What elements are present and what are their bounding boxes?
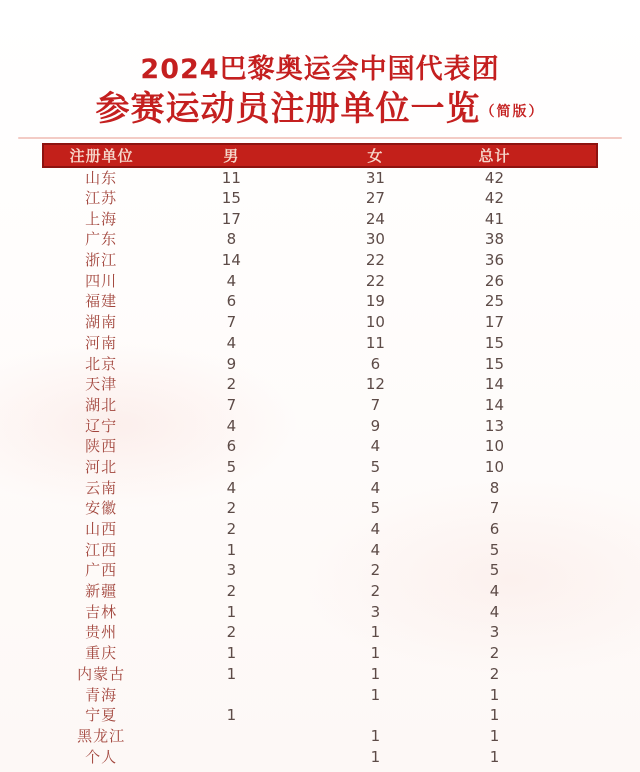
cell-spacer	[542, 395, 597, 416]
cell-spacer	[542, 623, 597, 644]
cell-spacer	[542, 167, 597, 188]
table-row	[43, 540, 597, 561]
cell-male: 4	[226, 416, 237, 435]
cell-spacer	[542, 230, 597, 251]
cell-unit: 河南	[85, 333, 118, 352]
cell-female: 5	[370, 499, 381, 518]
cell-female: 2	[370, 561, 381, 580]
cell-spacer	[542, 209, 597, 230]
cell-total: 41	[484, 209, 505, 228]
cell-unit: 福建	[85, 292, 118, 311]
cell-unit: 吉林	[85, 602, 118, 621]
cell-male: 7	[226, 313, 237, 332]
table-row	[43, 271, 597, 292]
cell-male: 2	[226, 623, 237, 642]
cell-spacer	[542, 478, 597, 499]
cell-total: 4	[489, 582, 500, 601]
cell-total: 2	[489, 664, 500, 683]
cell-total: 25	[484, 292, 505, 311]
cell-female: 24	[365, 209, 385, 228]
table-row	[43, 354, 597, 375]
cell-male: 15	[221, 189, 241, 208]
cell-total: 13	[484, 416, 505, 435]
table-row	[43, 602, 597, 623]
cell-spacer	[542, 581, 597, 602]
page-title	[0, 0, 640, 129]
cell-male: 17	[221, 209, 241, 228]
cell-male: 4	[226, 271, 237, 290]
cell-unit: 上海	[85, 209, 118, 228]
cell-total: 4	[489, 602, 500, 621]
cell-female: 12	[365, 375, 385, 394]
cell-total: 1	[489, 747, 500, 766]
cell-male: 9	[226, 354, 237, 373]
cell-female	[303, 705, 447, 726]
cell-male: 3	[226, 561, 237, 580]
cell-unit: 新疆	[85, 582, 118, 601]
cell-male: 2	[226, 375, 237, 394]
table-row	[43, 167, 597, 188]
cell-male: 1	[226, 644, 237, 663]
cell-female: 4	[370, 540, 381, 559]
cell-spacer	[542, 416, 597, 437]
cell-male: 6	[226, 437, 237, 456]
cell-spacer	[542, 354, 597, 375]
cell-male: 2	[226, 520, 237, 539]
page-title-line1: 2024巴黎奥运会中国代表团	[140, 54, 500, 85]
cell-male	[159, 747, 303, 768]
cell-male: 1	[226, 540, 237, 559]
cell-female: 3	[370, 602, 381, 621]
cell-spacer	[542, 457, 597, 478]
cell-unit: 江西	[85, 540, 118, 559]
cell-total: 42	[484, 168, 505, 187]
cell-unit: 黑龙江	[77, 726, 126, 745]
table-row	[43, 664, 597, 685]
table-row	[43, 395, 597, 416]
cell-spacer	[542, 374, 597, 395]
table-row	[43, 457, 597, 478]
cell-total: 1	[489, 726, 500, 745]
cell-spacer	[542, 747, 597, 768]
cell-spacer	[542, 726, 597, 747]
cell-total: 1	[489, 685, 500, 704]
cell-spacer	[542, 188, 597, 209]
cell-total: 17	[484, 313, 505, 332]
cell-total: 38	[484, 230, 505, 249]
cell-female: 4	[370, 437, 381, 456]
cell-female: 6	[370, 354, 381, 373]
cell-female: 19	[365, 292, 385, 311]
cell-total: 6	[489, 520, 500, 539]
cell-total: 8	[489, 478, 500, 497]
cell-unit: 辽宁	[85, 416, 118, 435]
cell-spacer	[542, 561, 597, 582]
table-row	[43, 312, 597, 333]
cell-male	[159, 726, 303, 747]
cell-spacer	[542, 602, 597, 623]
cell-male: 1	[226, 602, 237, 621]
cell-unit: 广东	[85, 230, 118, 249]
page-title-line2	[0, 90, 640, 129]
cell-total: 15	[484, 333, 505, 352]
cell-unit: 青海	[85, 685, 118, 704]
cell-spacer	[542, 292, 597, 313]
table-row	[43, 643, 597, 664]
table-row	[43, 333, 597, 354]
cell-spacer	[542, 685, 597, 706]
cell-spacer	[542, 705, 597, 726]
cell-female: 2	[370, 582, 381, 601]
cell-unit: 河北	[85, 457, 118, 476]
table-row	[43, 747, 597, 768]
cell-female: 31	[365, 168, 385, 187]
cell-male: 4	[226, 478, 237, 497]
cell-unit: 内蒙古	[77, 664, 126, 683]
page-title-line2-text: 参赛运动员注册单位一览	[95, 89, 481, 130]
cell-unit: 安徽	[85, 499, 118, 518]
cell-unit: 湖南	[85, 313, 118, 332]
cell-total: 14	[484, 395, 505, 414]
cell-female: 1	[370, 685, 381, 704]
cell-male: 5	[226, 457, 237, 476]
cell-total: 10	[484, 457, 505, 476]
cell-female: 22	[365, 271, 385, 290]
cell-male: 7	[226, 395, 237, 414]
table-row	[43, 561, 597, 582]
table-header-row	[43, 144, 597, 167]
cell-female: 30	[365, 230, 385, 249]
cell-spacer	[542, 519, 597, 540]
cell-unit: 个人	[85, 747, 118, 766]
cell-male: 2	[226, 582, 237, 601]
cell-female: 1	[370, 664, 381, 683]
cell-spacer	[542, 436, 597, 457]
cell-spacer	[542, 312, 597, 333]
cell-total: 3	[489, 623, 500, 642]
cell-unit: 云南	[85, 478, 118, 497]
table-row	[43, 726, 597, 747]
table-row	[43, 230, 597, 251]
cell-total: 15	[484, 354, 505, 373]
cell-unit: 宁夏	[85, 706, 118, 725]
cell-male: 8	[226, 230, 237, 249]
cell-unit: 湖北	[85, 395, 118, 414]
column-header-female: 女	[367, 147, 384, 166]
cell-female: 9	[370, 416, 381, 435]
cell-unit: 重庆	[85, 644, 118, 663]
cell-female: 5	[370, 457, 381, 476]
cell-unit: 江苏	[85, 189, 118, 208]
cell-total: 10	[484, 437, 505, 456]
cell-female: 1	[370, 644, 381, 663]
cell-total: 5	[489, 561, 500, 580]
table-row	[43, 498, 597, 519]
cell-spacer	[542, 333, 597, 354]
cell-total: 7	[489, 499, 500, 518]
cell-female: 1	[370, 726, 381, 745]
athletes-table	[42, 143, 598, 767]
cell-spacer	[542, 250, 597, 271]
table-row	[43, 292, 597, 313]
column-header-male: 男	[223, 147, 240, 166]
table-row	[43, 374, 597, 395]
table-row	[43, 685, 597, 706]
table-row	[43, 623, 597, 644]
cell-female: 4	[370, 478, 381, 497]
cell-unit: 广西	[85, 561, 118, 580]
cell-female: 11	[365, 333, 385, 352]
table-row	[43, 478, 597, 499]
column-header-total: 总计	[478, 147, 511, 166]
cell-male: 11	[221, 168, 241, 187]
table-row	[43, 188, 597, 209]
cell-unit: 贵州	[85, 623, 118, 642]
cell-female: 22	[365, 251, 385, 270]
table-row	[43, 416, 597, 437]
cell-female: 1	[370, 623, 381, 642]
divider	[18, 137, 622, 139]
title-version-suffix: （简版）	[480, 104, 545, 121]
cell-unit: 陕西	[85, 437, 118, 456]
cell-total: 2	[489, 644, 500, 663]
cell-total: 5	[489, 540, 500, 559]
cell-unit: 山东	[85, 168, 118, 187]
cell-total: 1	[489, 706, 500, 725]
cell-total: 36	[484, 251, 505, 270]
cell-male	[159, 685, 303, 706]
cell-female: 27	[365, 189, 385, 208]
cell-unit: 四川	[85, 271, 118, 290]
cell-spacer	[542, 643, 597, 664]
cell-unit: 浙江	[85, 251, 118, 270]
cell-male: 14	[221, 251, 241, 270]
table-row	[43, 581, 597, 602]
column-header-unit: 注册单位	[69, 147, 134, 166]
cell-total: 42	[484, 189, 505, 208]
cell-female: 10	[365, 313, 385, 332]
cell-male: 6	[226, 292, 237, 311]
cell-spacer	[542, 498, 597, 519]
cell-male: 2	[226, 499, 237, 518]
cell-unit: 天津	[85, 375, 118, 394]
cell-male: 4	[226, 333, 237, 352]
cell-unit: 山西	[85, 520, 118, 539]
column-header-spacer	[542, 144, 597, 167]
cell-spacer	[542, 664, 597, 685]
table-row	[43, 209, 597, 230]
table-row	[43, 436, 597, 457]
cell-male: 1	[226, 706, 237, 725]
cell-female: 1	[370, 747, 381, 766]
cell-unit: 北京	[85, 354, 118, 373]
cell-female: 4	[370, 520, 381, 539]
table-row	[43, 705, 597, 726]
cell-female: 7	[370, 395, 381, 414]
table-row	[43, 519, 597, 540]
cell-male: 1	[226, 664, 237, 683]
table-row	[43, 250, 597, 271]
cell-total: 26	[484, 271, 505, 290]
cell-spacer	[542, 271, 597, 292]
cell-total: 14	[484, 375, 505, 394]
cell-spacer	[542, 540, 597, 561]
